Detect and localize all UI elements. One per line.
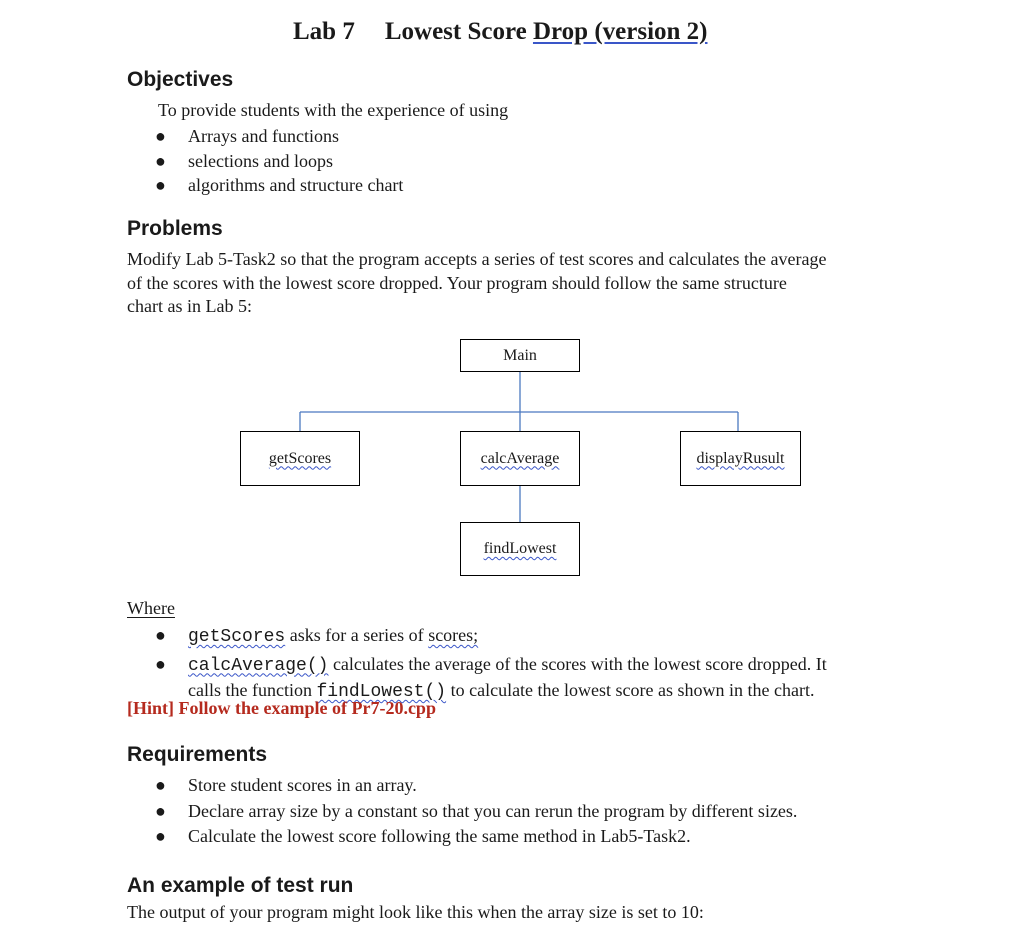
getscores-code: getScores [188,627,286,647]
example-text: The output of your program might look like this when the array size is set to 10: [127,902,704,922]
list-item: ● Calculate the lowest score following the same method in Lab5-Task2. [155,826,691,846]
list-item: ● Declare array size by a constant so that you can rerun the program by different sizes. [155,800,798,821]
chart-box-main: Main [460,339,580,372]
list-item: ● getScores asks for a series of scores; [155,625,479,647]
chart-box-displayresult: displayRusult [680,431,801,486]
chart-box-getscores: getScores [240,431,360,486]
hint-text: [Hint] Follow the example of Pr7-20.cpp [127,698,436,718]
list-item: ● algorithms and structure chart [155,175,404,195]
title-prefix: Lowest Score [384,18,533,45]
calcaverage-code: calcAverage() [188,655,329,676]
lab-number: Lab 7 [293,18,355,45]
list-item: ● Arrays and functions [155,126,339,146]
problems-line-2: of the scores with the lowest score dropped. Your program should follow the same structure [127,273,787,293]
objectives-intro: To provide students with the experience of using [158,100,509,120]
example-heading: An example of test run [127,874,354,897]
where-heading: Where [127,598,175,618]
objectives-heading: Objectives [127,68,234,91]
findlowest-code: findLowest() [316,682,447,702]
chart-box-calcaverage: calcAverage [460,431,580,486]
requirements-list [155,773,797,849]
list-item: ● selections and loops [155,150,333,171]
problems-line-1: Modify Lab 5-Task2 so that the program accepts a series of test scores and calculates the average [127,249,827,269]
problems-line-3: chart as in Lab 5: [127,296,252,316]
list-item: ● calcAverage() calculates the average of the scores with the lowest score dropped. It [155,653,827,676]
title-underlined: Drop (version 2) [532,18,708,45]
list-item: ● Store student scores in an array. [155,775,417,795]
chart-box-findlowest: findLowest [460,522,580,576]
scores-link: scores; [428,625,479,645]
problems-heading: Problems [127,217,223,240]
requirements-heading: Requirements [127,743,268,766]
list-item: calls the function findLowest() to calculate the lowest score as shown in the chart. [188,680,815,702]
where-list [155,623,827,705]
